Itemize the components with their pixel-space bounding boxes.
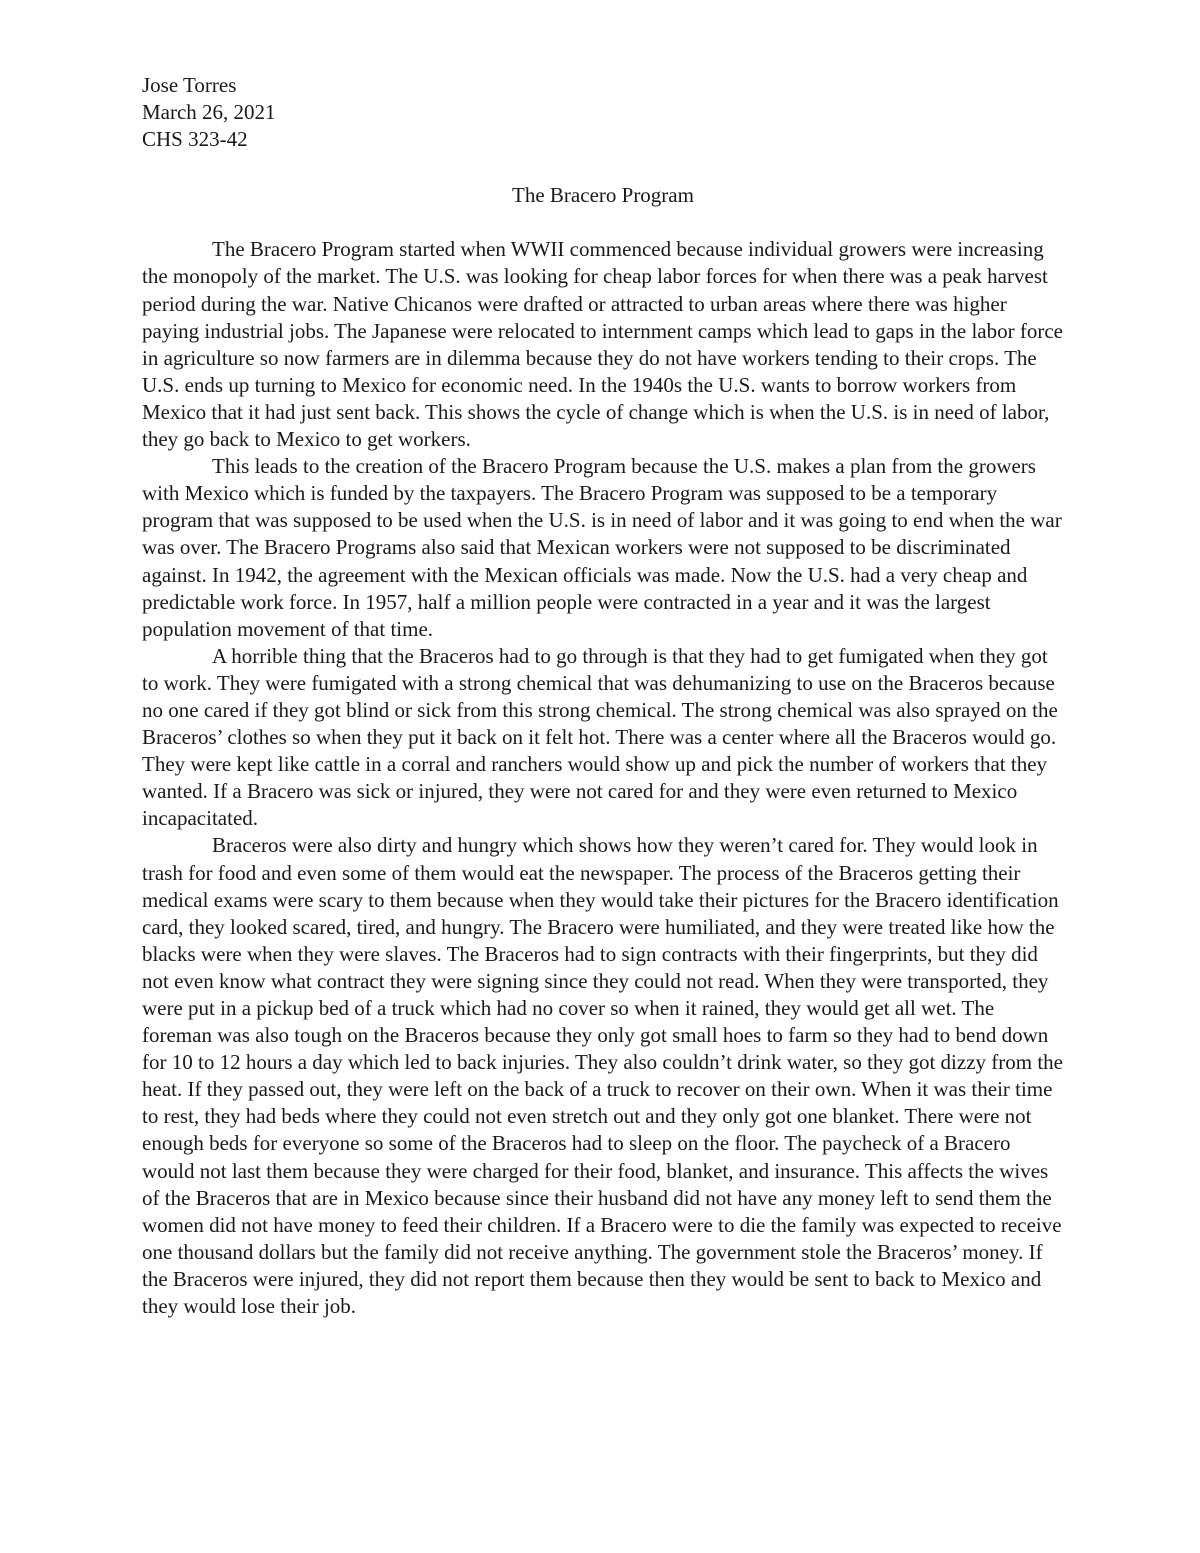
paragraph-2: This leads to the creation of the Bracero Program because the U.S. makes a plan from the growers with Mexico which is funded by the taxpayers. The Bracero Program was supposed to be a temporary program that was supposed to be used when the U.S. is in need of labor and it was going to end when the war was over. The Bracero Programs also said that Mexican workers were not supposed to be discriminated against. In 1942, the agreement with the Mexican officials was made. Now the U.S. had a very cheap and predictable work force. In 1957, half a million people were contracted in a year and it was the largest population movement of that time. [142,454,1062,641]
header-block [142,72,1064,153]
document-title: The Bracero Program [512,183,694,208]
paragraph-4: Braceros were also dirty and hungry which shows how they weren’t cared for. They would look in trash for food and even some of them would eat the newspaper. The process of the Braceros getting their medical exams were scary to them because when they would take their pictures for the Bracero identification card, they looked scared, tired, and hungry. The Bracero were humiliated, and they were treated like how the blacks were when they were slaves. The Braceros had to sign contracts with their fingerprints, but they did not even know what contract they were signing since they could not read. When they were transported, they were put in a pickup bed of a truck which had no cover so when it rained, they would get all wet. The foreman was also tough on the Braceros because they only got small hoes to farm so they had to bend down for 10 to 12 hours a day which led to back injuries. They also couldn’t drink water, so they got dizzy from the heat. If they passed out, they were left on the back of a truck to recover on their own. When it was their time to rest, they had beds where they could not even stretch out and they only got one blanket. There were not enough beds for everyone so some of the Braceros had to sleep on the floor. The paycheck of a Bracero would not last them because they were charged for their food, blanket, and insurance. This affects the wives of the Braceros that are in Mexico because since their husband did not have any money left to send them the women did not have money to feed their children. If a Bracero were to die the family was expected to receive one thousand dollars but the family did not receive anything. The government stole the Braceros’ money. If the Braceros were injured, they did not report them because then they would be sent to back to Mexico and they would lose their job. [142,833,1064,1319]
paragraph-1: The Bracero Program started when WWII commenced because individual growers were increasing the monopoly of the market. The U.S. was looking for cheap labor forces for when there was a peak harvest period during the war. Native Chicanos were drafted or attracted to urban areas where there was higher paying industrial jobs. The Japanese were relocated to internment camps which lead to gaps in the labor force in agriculture so now farmers are in dilemma because they do not have workers tending to their crops. The U.S. ends up turning to Mexico for economic need. In the 1940s the U.S. wants to borrow workers from Mexico that it had just sent back. This shows the cycle of change which is when the U.S. is in need of labor, they go back to Mexico to get workers. [142,237,1063,452]
course-code: CHS 323-42 [142,127,248,152]
document-body [142,72,1064,1320]
author-name: Jose Torres [142,73,237,97]
document-date: March 26, 2021 [142,100,276,125]
paragraph-3: A horrible thing that the Braceros had to go through is that they had to get fumigated when they got to work. They were fumigated with a strong chemical that was dehumanizing to use on the Braceros because no one cared if they got blind or sick from this strong chemical. The strong chemical was also sprayed on the Braceros’ clothes so when they put it back on it felt hot. There was a center where all the Braceros would go. They were kept like cattle in a corral and ranchers would show up and pick the number of workers that they wanted. If a Bracero was sick or injured, they were not cared for and they were even returned to Mexico incapacitated. [142,643,1058,831]
